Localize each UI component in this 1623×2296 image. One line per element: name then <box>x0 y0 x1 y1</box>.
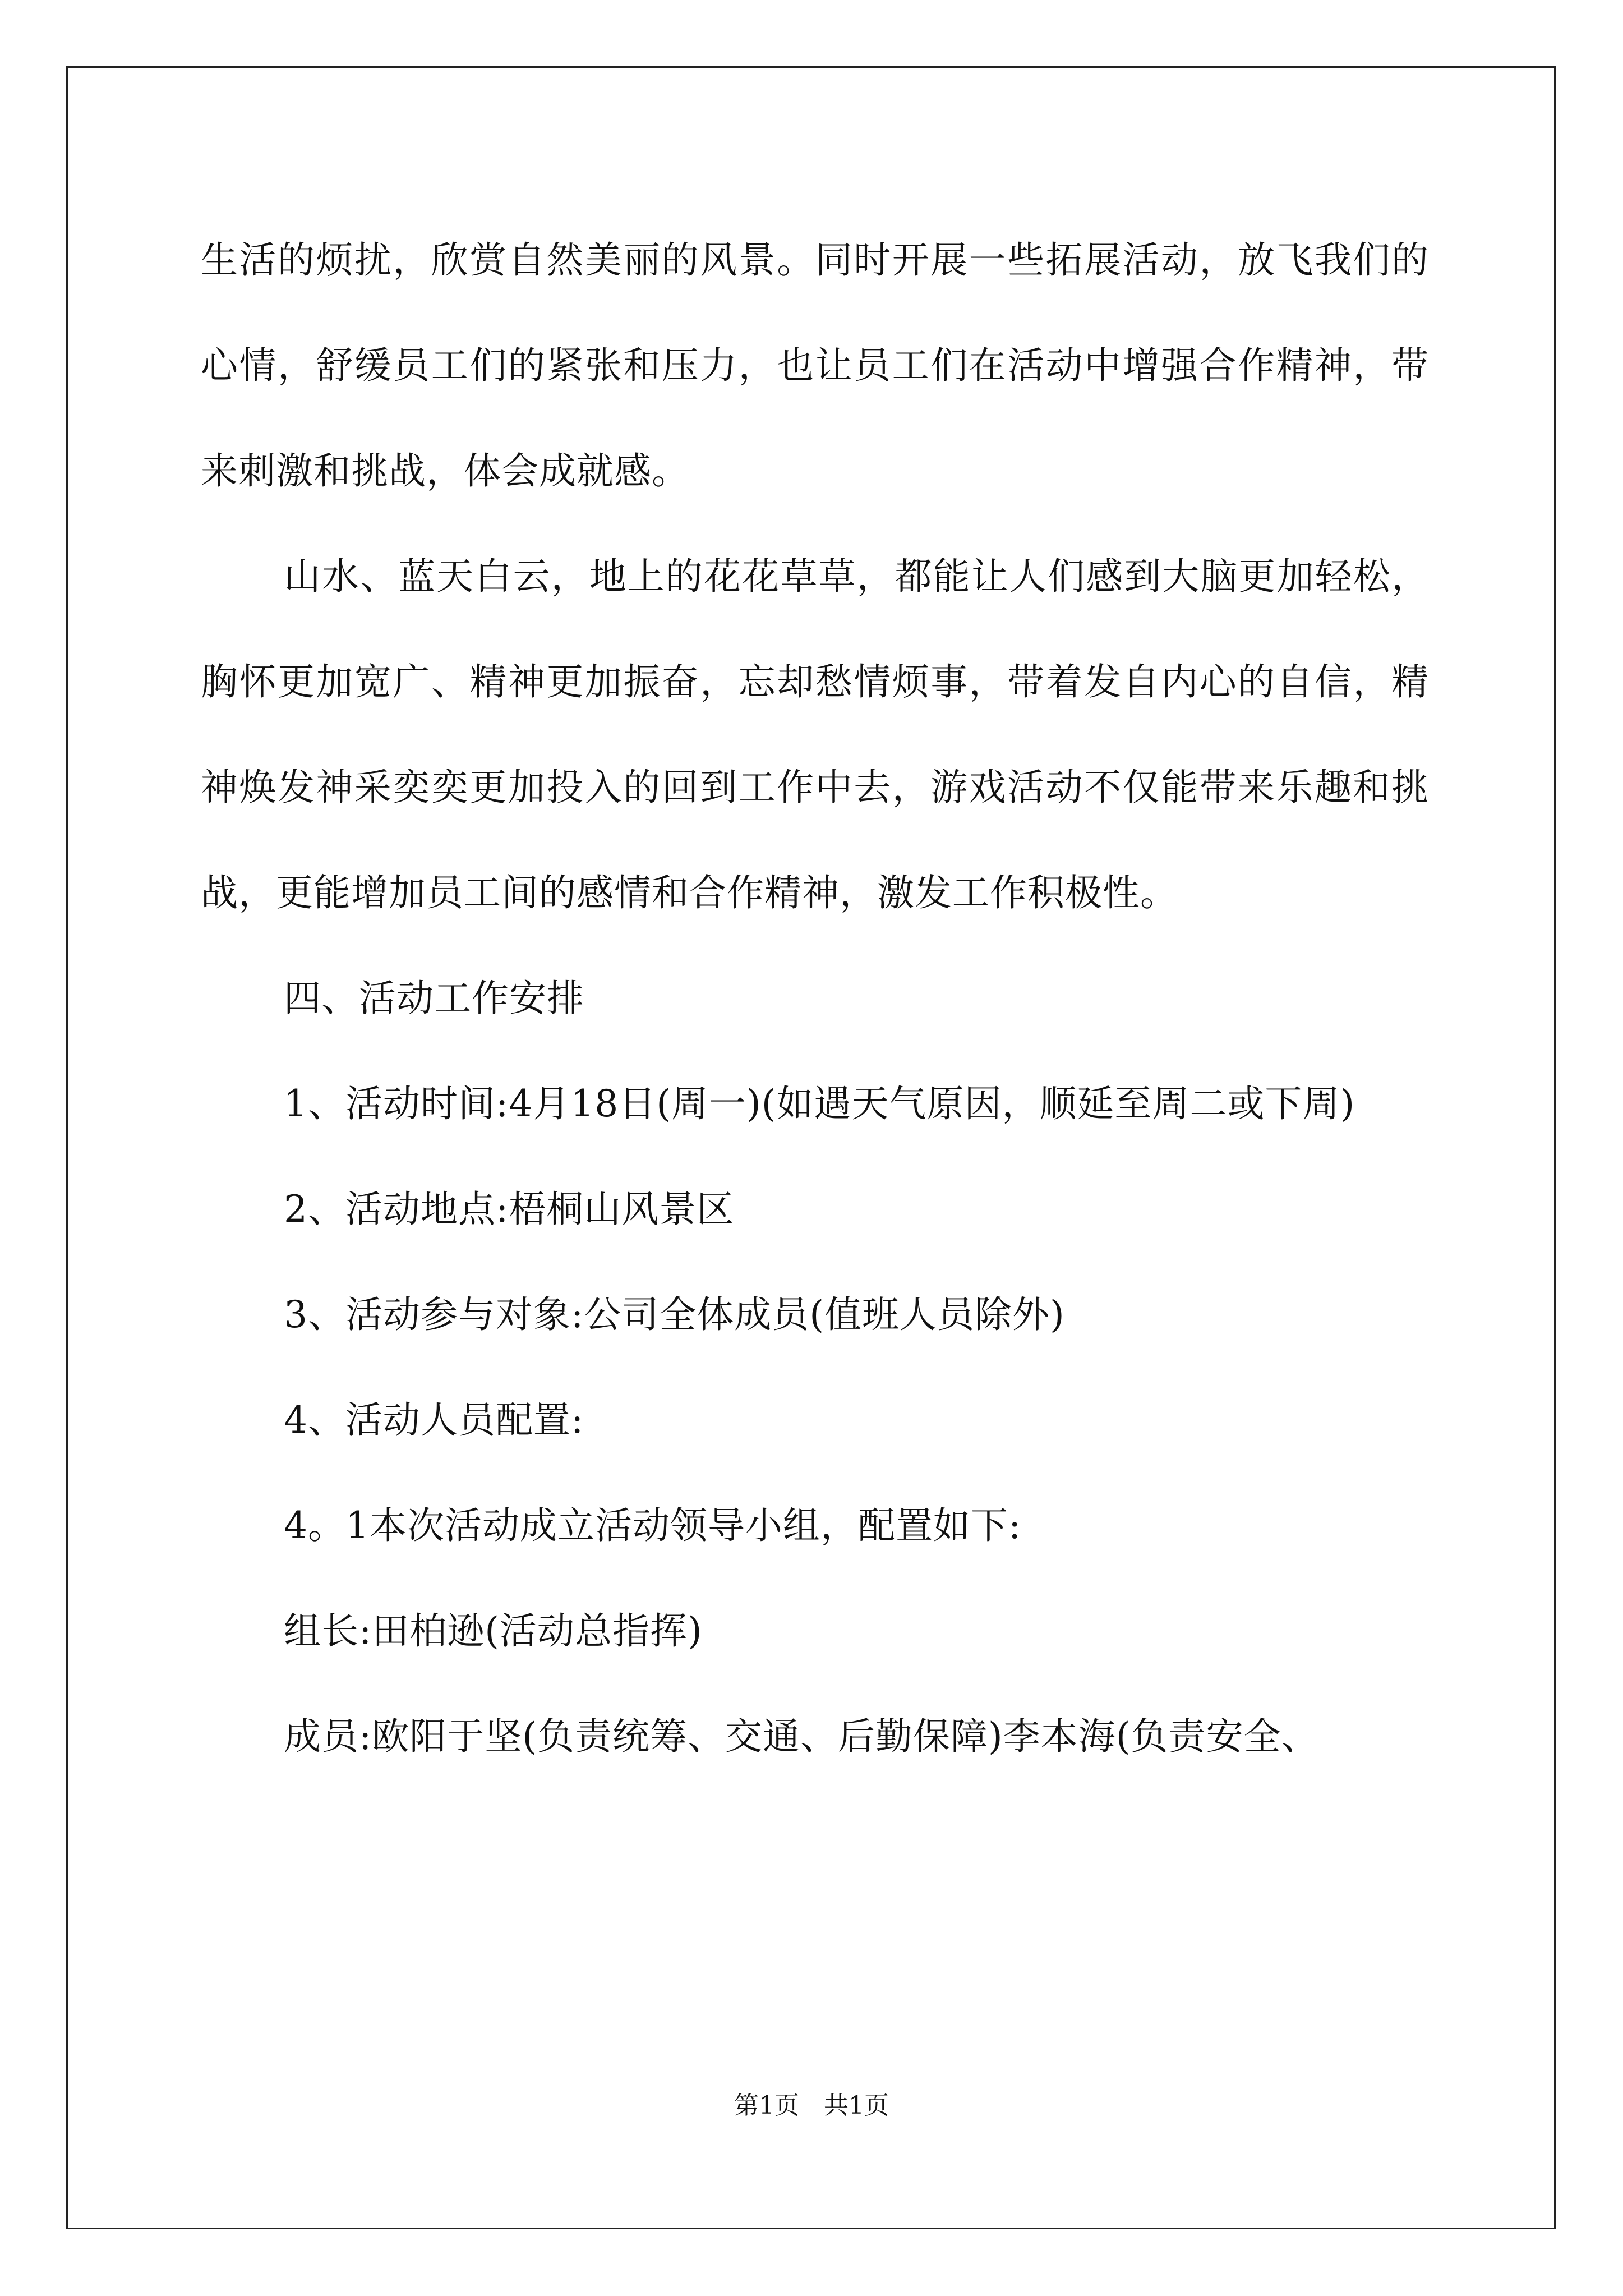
item-leadership-group: 4。1本次活动成立活动领导小组，配置如下: <box>284 1504 1022 1547</box>
item-group-leader: 组长:田柏逊(活动总指挥) <box>284 1609 703 1653</box>
document-body <box>201 208 1429 1789</box>
item-activity-location: 2、活动地点:梧桐山风景区 <box>284 1188 735 1231</box>
item-activity-participants: 3、活动参与对象:公司全体成员(值班人员除外) <box>284 1293 1065 1336</box>
page-number-footer: 第1页 共1页 <box>734 2091 889 2120</box>
item-activity-time: 1、活动时间:4月18日(周一)(如遇天气原因，顺延至周二或下周) <box>284 1082 1355 1125</box>
section-heading-activity-arrangement: 四、活动工作安排 <box>284 977 584 1020</box>
item-group-members: 成员:欧阳于坚(负责统筹、交通、后勤保障)李本海(负责安全、 <box>284 1715 1319 1758</box>
item-staff-allocation: 4、活动人员配置: <box>284 1398 584 1442</box>
paragraph-1: 生活的烦扰，欣赏自然美丽的风景。同时开展一些拓展活动，放飞我们的心情，舒缓员工们的紧张和压力，也让员工们在活动中增强合作精神，带来刺激和挑战，体会成就感。 <box>201 238 1429 493</box>
paragraph-2: 山水、蓝天白云，地上的花花草草，都能让人们感到大脑更加轻松，胸怀更加宽广、精神更加振奋，忘却愁情烦事，带着发自内心的自信，精神焕发神采奕奕更加投入的回到工作中去，游戏活动不仅能带来乐趣和挑战，更能增加员工间的感情和合作精神，激发工作积极性。 <box>201 555 1429 914</box>
